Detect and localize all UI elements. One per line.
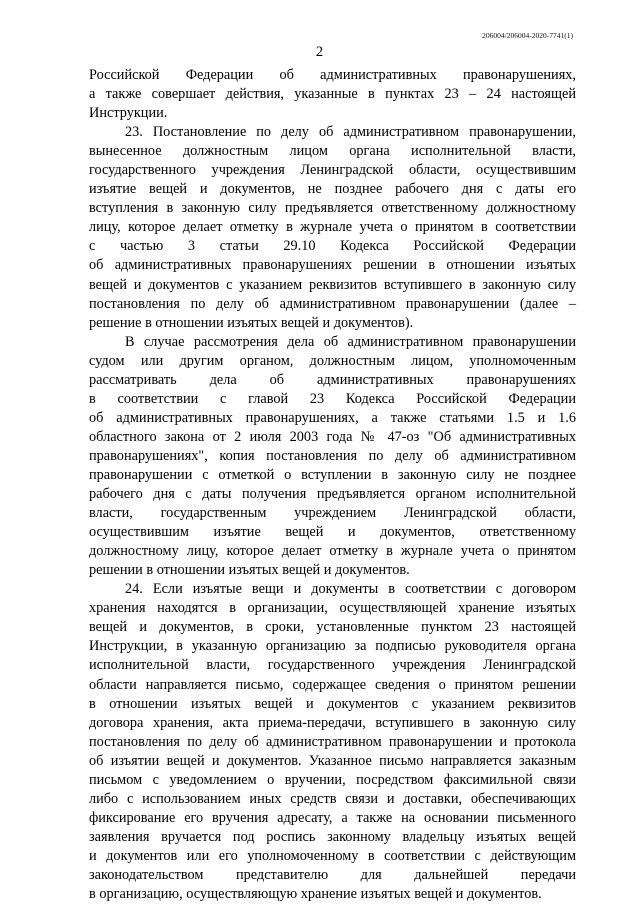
text-line: фиксирование его вручения адресату, а также на основании письменного xyxy=(89,809,576,826)
text-line: В случае рассмотрения дела об административном правонарушении xyxy=(125,333,576,350)
page-number: 2 xyxy=(315,44,324,60)
text-line: либо с использованием иных средств связи и доставки, обеспечивающих xyxy=(89,790,576,807)
text-line: Российской Федерации об административных правонарушениях, xyxy=(89,67,576,83)
document-id: 206004/206004-2020-7741(1) xyxy=(482,31,573,40)
text-line: правонарушении с отметкой о вступлении в законную силу не позднее xyxy=(89,466,576,483)
text-line: вступления в законную силу предъявляется ответственному должностному xyxy=(89,200,576,217)
text-line: Инструкции, в указанную организацию за подписью руководителя органа xyxy=(89,638,576,655)
document-body xyxy=(89,66,576,904)
text-line: изъятие вещей и документов, не позднее рабочего дня с даты его xyxy=(89,181,576,198)
text-line: в отношении изъятых вещей и документов с указанием реквизитов xyxy=(89,695,576,712)
text-line: 24. Если изъятые вещи и документы в соответствии с договором xyxy=(125,581,576,598)
text-line: с частью 3 статьи 29.10 Кодекса Российской Федерации xyxy=(89,238,576,255)
text-line: договора хранения, акта приема-передачи, вступившего в законную силу xyxy=(89,714,576,731)
text-line: области направляется письмо, содержащее сведения о принятом решении xyxy=(89,676,576,693)
text-line: хранения находятся в организации, осуществляющей хранение изъятых xyxy=(89,600,576,617)
text-line: исполнительной власти, государственного учреждения Ленинградской xyxy=(89,657,576,674)
text-line: правонарушениях", копия постановления по делу об административном xyxy=(89,447,576,464)
text-line: вынесенное должностным лицом органа исполнительной власти, xyxy=(89,143,576,160)
text-line: решении в отношении изъятых вещей и документов. xyxy=(89,562,410,579)
text-line: вещей и документов, в сроки, установленные пунктом 23 настоящей xyxy=(89,619,576,636)
text-line: вещей и документов с указанием реквизитов вступившего в законную силу xyxy=(89,276,576,293)
text-line: об изъятии вещей и документов. Указанное письмо направляется заказным xyxy=(89,752,576,769)
text-line: государственного учреждения Ленинградской области, осуществившим xyxy=(89,162,576,179)
text-line: судом или другим органом, должностным лицом, уполномоченным xyxy=(89,352,576,369)
text-line: решение в отношении изъятых вещей и документов). xyxy=(89,314,414,331)
text-line: в организацию, осуществляющую хранение изъятых вещей и документов. xyxy=(89,886,542,903)
text-line: власти, государственным учреждением Ленинградской области, xyxy=(89,505,576,522)
text-line: осуществившим изъятие вещей и документов, ответственному xyxy=(89,524,576,541)
text-line: об административных правонарушениях, а также статьями 1.5 и 1.6 xyxy=(89,409,576,426)
text-line: лицу, которое делает отметку в журнале учета о принятом в соответствии xyxy=(89,219,576,236)
paragraph-item-23 xyxy=(89,123,576,333)
paragraph-continuation xyxy=(89,66,576,123)
text-line: об административных правонарушениях решении в отношении изъятых xyxy=(89,257,576,274)
paragraph-court-case xyxy=(89,333,576,581)
text-line: и документов или его уполномоченному в соответствии с действующим xyxy=(89,847,576,864)
text-line: рабочего дня с даты получения предъявляется органом исполнительной xyxy=(89,486,576,503)
text-line: областного закона от 2 июля 2003 года № 47-оз "Об административных xyxy=(89,428,576,445)
text-line: постановления по делу об административном правонарушении (далее – xyxy=(89,295,576,312)
text-line: Инструкции. xyxy=(89,105,168,122)
text-line: письмом с уведомлением о вручении, посредством факсимильной связи xyxy=(89,771,576,788)
paragraph-item-24 xyxy=(89,580,576,904)
text-line: законодательством представителю для дальнейшей передачи xyxy=(89,866,576,883)
text-line: постановления по делу об административном правонарушении и протокола xyxy=(89,733,576,750)
text-line: рассматривать дела об административных правонарушениях xyxy=(89,371,576,388)
text-line: заявления вручается под роспись законному владельцу изъятых вещей xyxy=(89,828,576,845)
text-line: а также совершает действия, указанные в пунктах 23 – 24 настоящей xyxy=(89,86,576,103)
text-line: должностному лицу, которое делает отметку в журнале учета о принятом xyxy=(89,543,576,560)
text-line: в соответствии с главой 23 Кодекса Российской Федерации xyxy=(89,390,576,407)
text-line: 23. Постановление по делу об административном правонарушении, xyxy=(125,124,576,141)
